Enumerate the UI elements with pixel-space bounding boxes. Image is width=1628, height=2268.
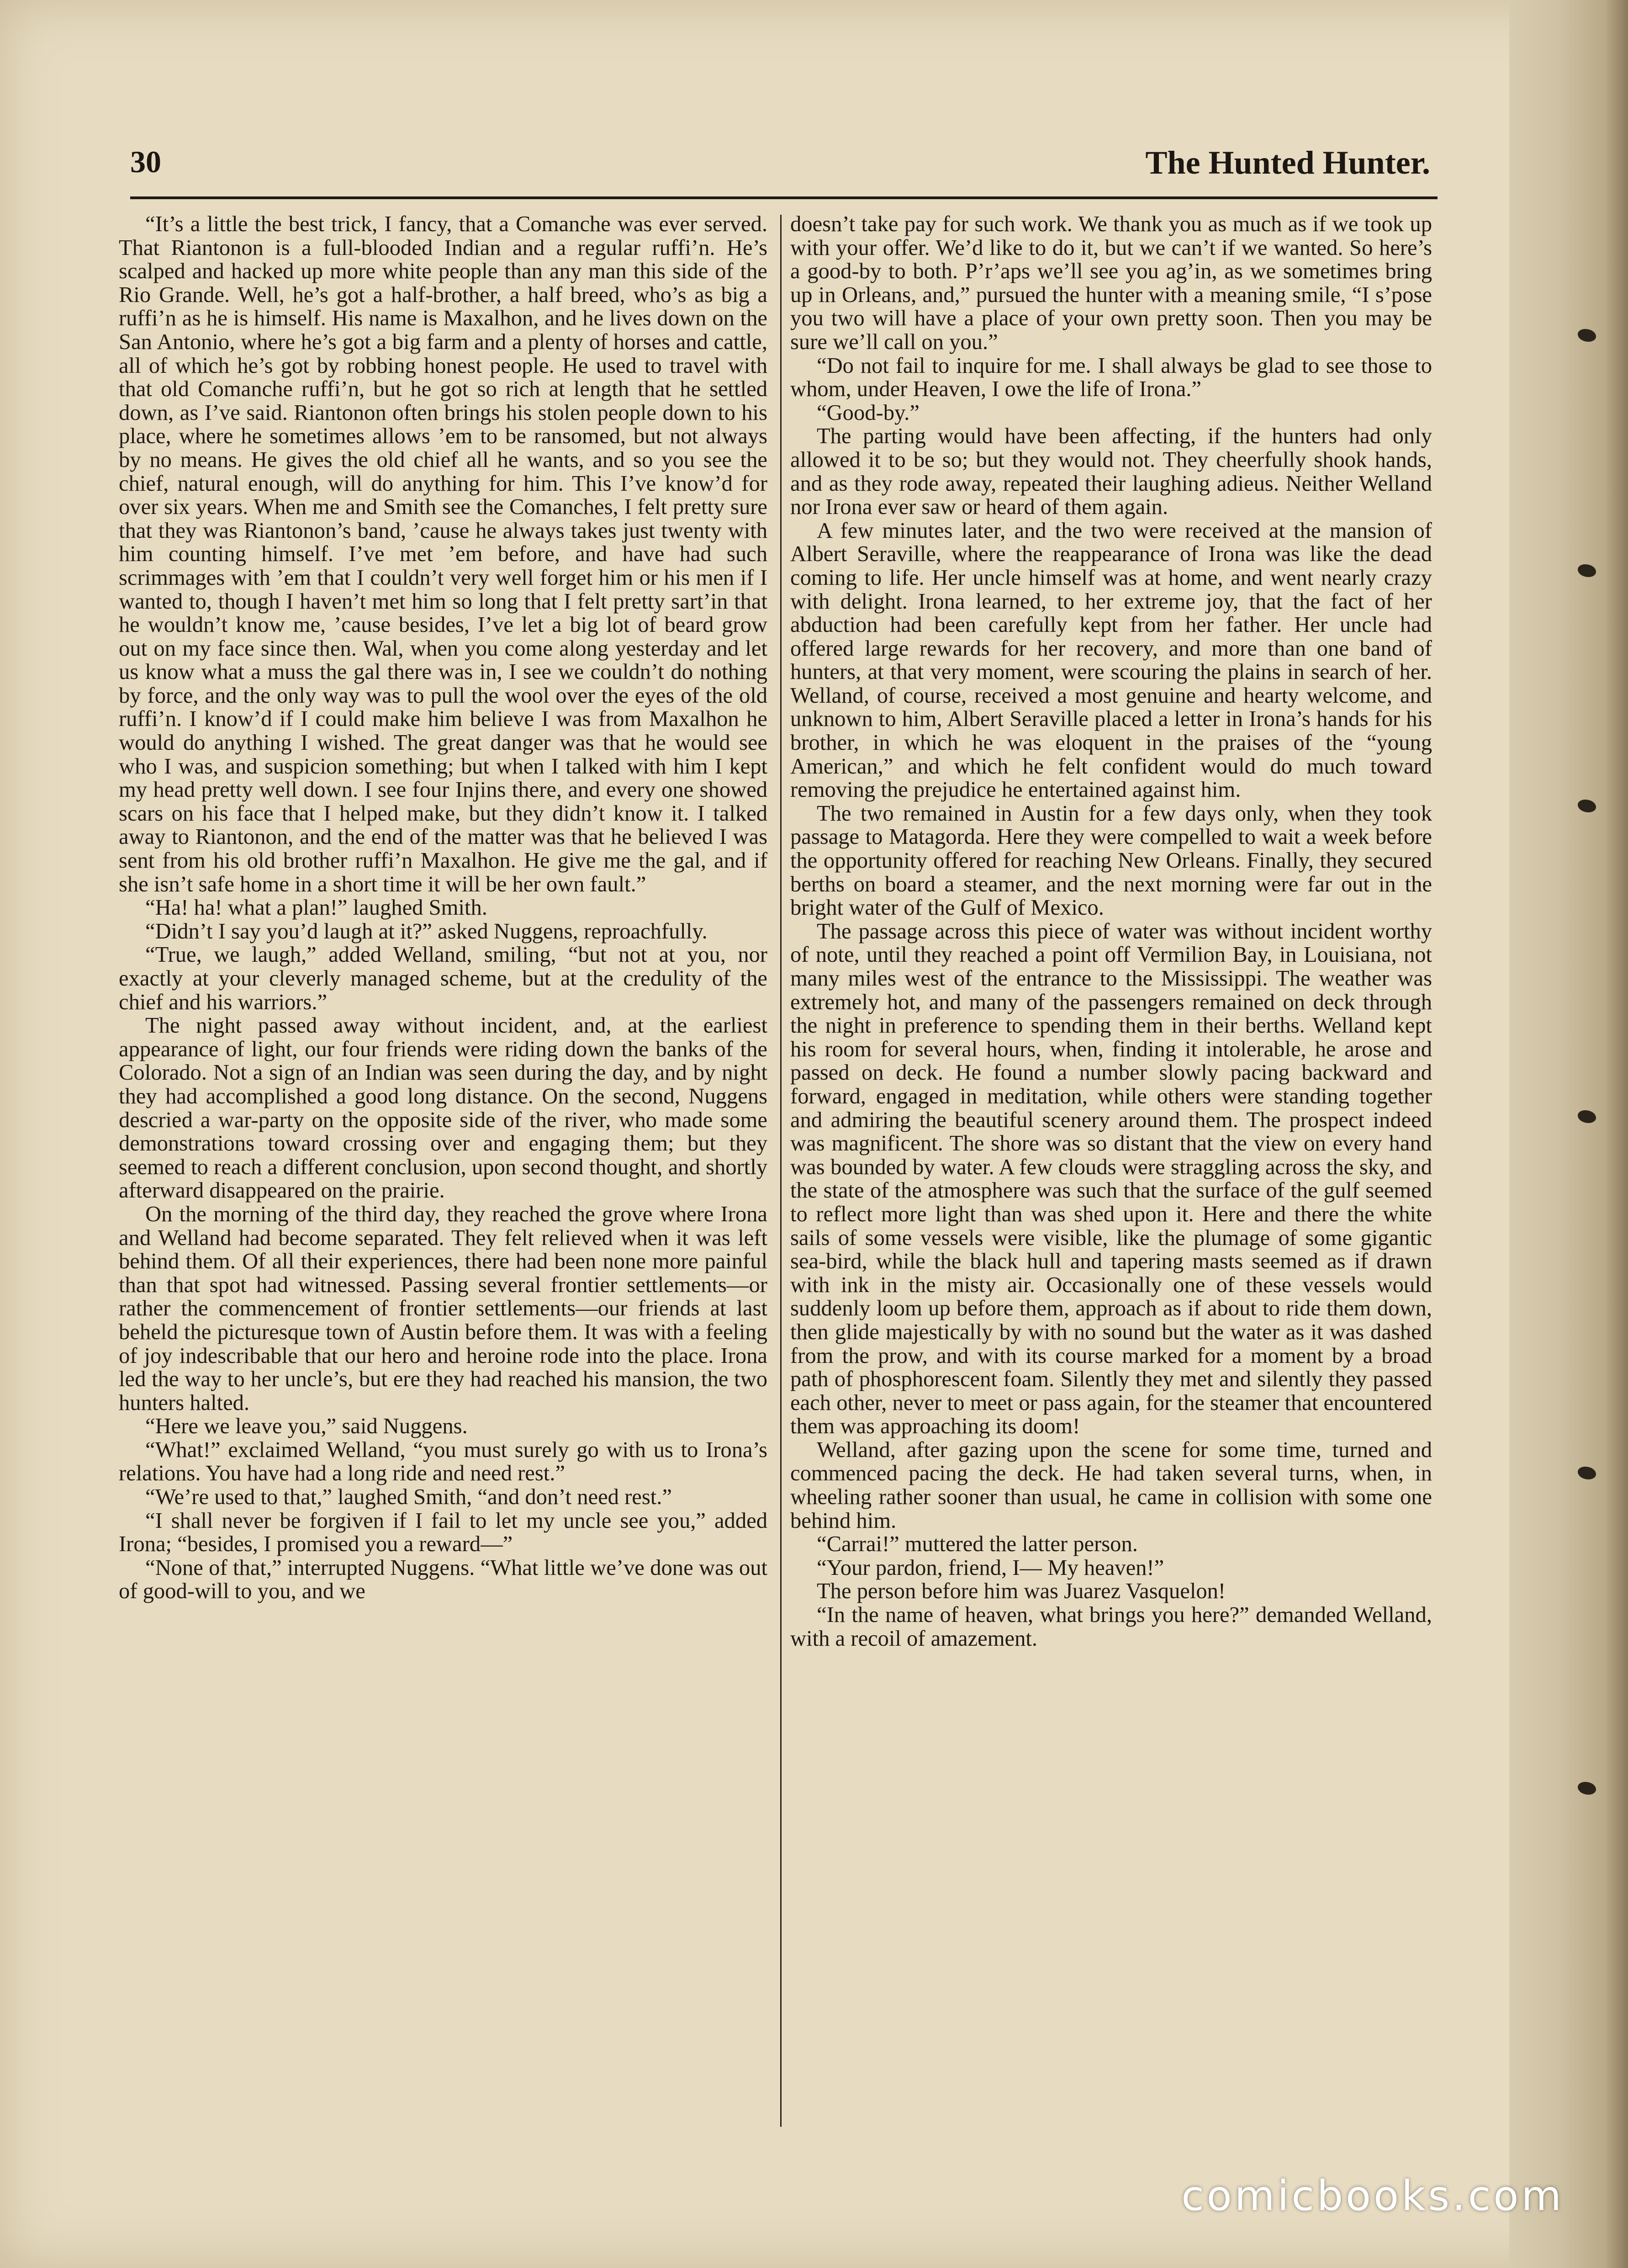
paragraph: doesn’t take pay for such work. We thank you as much as if we took up with your offer. We’d like to do it, but we can’t if we wanted. So here’s a good-by to both. P’r’aps we’ll see you ag’in, as we sometimes bring up in Orleans, and,” pursued the hunter with a meaning smile, “I s’pose you two will have a place of your own pretty soon. Then you may be sure we’ll call on you.” [790,212,1432,354]
left-column [119,212,767,2127]
column-divider [780,215,782,2127]
binding-stitch [1578,800,1596,812]
binding-edge [1509,0,1628,2268]
running-title: The Hunted Hunter. [1145,144,1430,181]
paragraph: “Do not fail to inquire for me. I shall always be glad to see those to whom, under Heaven, I owe the life of Irona.” [790,353,1432,402]
paragraph: Welland, after gazing upon the scene for some time, turned and commenced pacing the deck. He had taken several turns, when, in wheeling rather sooner than usual, he came in collision with some one behind him. [790,1437,1432,1533]
paragraph: “True, we laugh,” added Welland, smiling, “but not at you, nor exactly at your cleverly managed scheme, but at the credulity of the chief and his warriors.” [119,942,767,1014]
paragraph: “Ha! ha! what a plan!” laughed Smith. [145,895,487,920]
page-header [130,144,1430,194]
paragraph: The night passed away without incident, and, at the earliest appearance of light, our four friends were riding down the banks of the Colorado. Not a sign of an Indian was seen during the day, and by night they had accomplished a good long distance. On the second, Nuggens descried a war-party on the opposite side of the river, who made some demonstrations toward crossing over and engaging them; but they seemed to reach a different conclusion, upon second thought, and shortly afterward disappeared on the prairie. [119,1013,767,1203]
right-column [790,212,1432,2127]
paragraph: A few minutes later, and the two were received at the mansion of Albert Seraville, where the reappearance of Irona was like the dead coming to life. Her uncle himself was at home, and went nearly crazy with delight. Irona learned, to her extreme joy, that the fact of her abduction had been carefully kept from her father. Her uncle had offered large rewards for her recovery, and more than one band of hunters, at that very moment, were scouring the plains in search of her. Welland, of course, received a most genuine and hearty welcome, and unknown to him, Albert Seraville placed a letter in Irona’s hands for his brother, in which he was eloquent in the praises of the “young American,” and which he felt confident would do much toward removing the prejudice he entertained against him. [790,518,1432,802]
paragraph: “What!” exclaimed Welland, “you must surely go with us to Irona’s relations. You have had a long ride and need rest.” [119,1437,767,1486]
watermark: comicbooks.com [1181,2172,1564,2220]
binding-stitch [1578,329,1596,342]
paragraph: The two remained in Austin for a few days only, when they took passage to Matagorda. Here they were compelled to wait a week before the opportunity offered for reaching New Orleans. Finally, they secured berths on board a steamer, and the next morning were far out in the bright water of the Gulf of Mexico. [790,800,1432,920]
binding-stitch [1578,1782,1596,1795]
paragraph: “I shall never be forgiven if I fail to let my uncle see you,” added Irona; “besides, I promised you a reward—” [119,1508,767,1557]
header-rule [130,196,1438,199]
binding-stitch [1578,1110,1596,1123]
paragraph: “Your pardon, friend, I— My heaven!” [817,1555,1164,1580]
paragraph: On the morning of the third day, they reached the grove where Irona and Welland had become separated. They felt relieved when it was left behind them. Of all their experiences, there had been none more painful than that spot had witnessed. Passing several frontier settlements—or rather the commencement of frontier settlements—our friends at last beheld the picturesque town of Austin before them. It was with a feeling of joy indescribable that our hero and heroine rode into the place. Irona led the way to her uncle’s, but ere they had reached his mansion, the two hunters halted. [119,1201,767,1415]
paragraph: “None of that,” interrupted Nuggens. “What little we’ve done was out of good-will to you, and we [119,1555,767,1604]
binding-stitch [1578,1467,1596,1479]
paragraph: “We’re used to that,” laughed Smith, “and don’t need rest.” [145,1484,672,1510]
paragraph: The person before him was Juarez Vasquelon! [817,1579,1226,1604]
paragraph: “Here we leave you,” said Nuggens. [145,1414,468,1439]
paragraph: “Didn’t I say you’d laugh at it?” asked Nuggens, reproachfully. [145,918,708,943]
paragraph: The passage across this piece of water was without incident worthy of note, until they reached a point off Vermilion Bay, in Louisiana, not many miles west of the entrance to the Mississippi. The weather was extremely hot, and many of the passengers remained on deck through the night in preference to spending them in their berths. Welland kept his room for several hours, when, finding it intolerable, he arose and passed on deck. He found a number slowly pacing backward and forward, engaged in meditation, while others were standing together and admiring the beautiful scenery around them. The prospect indeed was magnificent. The shore was so distant that the view on every hand was bounded by water. A few clouds were straggling across the sky, and the state of the atmosphere was such that the surface of the gulf seemed to reflect more light than was shed upon it. Here and there the white sails of some vessels were visible, like the plumage of some gigantic sea-bird, while the black hull and tapering masts seemed as if drawn with ink in the misty air. Occasionally one of these vessels would suddenly loom up before them, approach as if about to ride them down, then glide majestically by with no sound but the water as it was dashed from the prow, and with its course marked for a moment by a broad path of phosphorescent foam. Silently they met and silently they passed each other, never to meet or pass again, for the steamer that encountered them was approaching its doom! [790,918,1432,1439]
paragraph: “Carrai!” muttered the latter person. [817,1531,1138,1557]
binding-stitch [1578,564,1596,577]
paragraph: “It’s a little the best trick, I fancy, that a Comanche was ever served. That Riantonon is a full-blooded Indian and a regular ruffi’n. He’s scalped and hacked up more white people than any man this side of the Rio Grande. Well, he’s got a half-brother, a half breed, who’s as big a ruffi’n as he is himself. His name is Maxalhon, and he lives down on the San Antonio, where he’s got a big farm and a plenty of horses and cattle, all of which he’s got by robbing honest people. He used to travel with that old Comanche ruffi’n, but he got so rich at length that he settled down, as I’ve said. Riantonon often brings his stolen people down to his place, where he sometimes allows ’em to be ransomed, but not always by no means. He gives the old chief all he wants, and so you see the chief, natural enough, will do anything for him. This I’ve know’d for over six years. When me and Smith see the Comanches, I felt pretty sure that they was Riantonon’s band, ’cause he always takes just twenty with him counting himself. I’ve met ’em before, and have had such scrimmages with ’em that I couldn’t very well forget him or his men if I wanted to, though I haven’t met him so long that I felt pretty sart’in that he wouldn’t know me, ’cause besides, I’ve let a big lot of beard grow out on my face since then. Wal, when you come along yesterday and let us know what a muss the gal there was in, I see we couldn’t do nothing by force, and the only way was to pull the wool over the eyes of the old ruffi’n. I know’d if I could make him believe I was from Maxalhon he would do anything I wished. The great danger was that he would see who I was, and suspicion something; but when I talked with him I kept my head pretty well down. I see four Injins there, and every one showed scars on his face that I helped make, but they didn’t know it. I talked away to Riantonon, and the end of the matter was that he believed I was sent from his old brother ruffi’n Maxalhon. He give me the gal, and if she isn’t safe home in a short time it will be her own fault.” [119,212,767,896]
paragraph: “Good-by.” [817,400,920,425]
paragraph: The parting would have been affecting, if the hunters had only allowed it to be so; but they would not. They cheerfully shook hands, and as they rode away, repeated their laughing adieus. Neither Welland nor Irona ever saw or heard of them again. [790,424,1432,519]
page-number: 30 [130,144,161,179]
paragraph: “In the name of heaven, what brings you here?” demanded Welland, with a recoil of amazement. [790,1602,1432,1651]
